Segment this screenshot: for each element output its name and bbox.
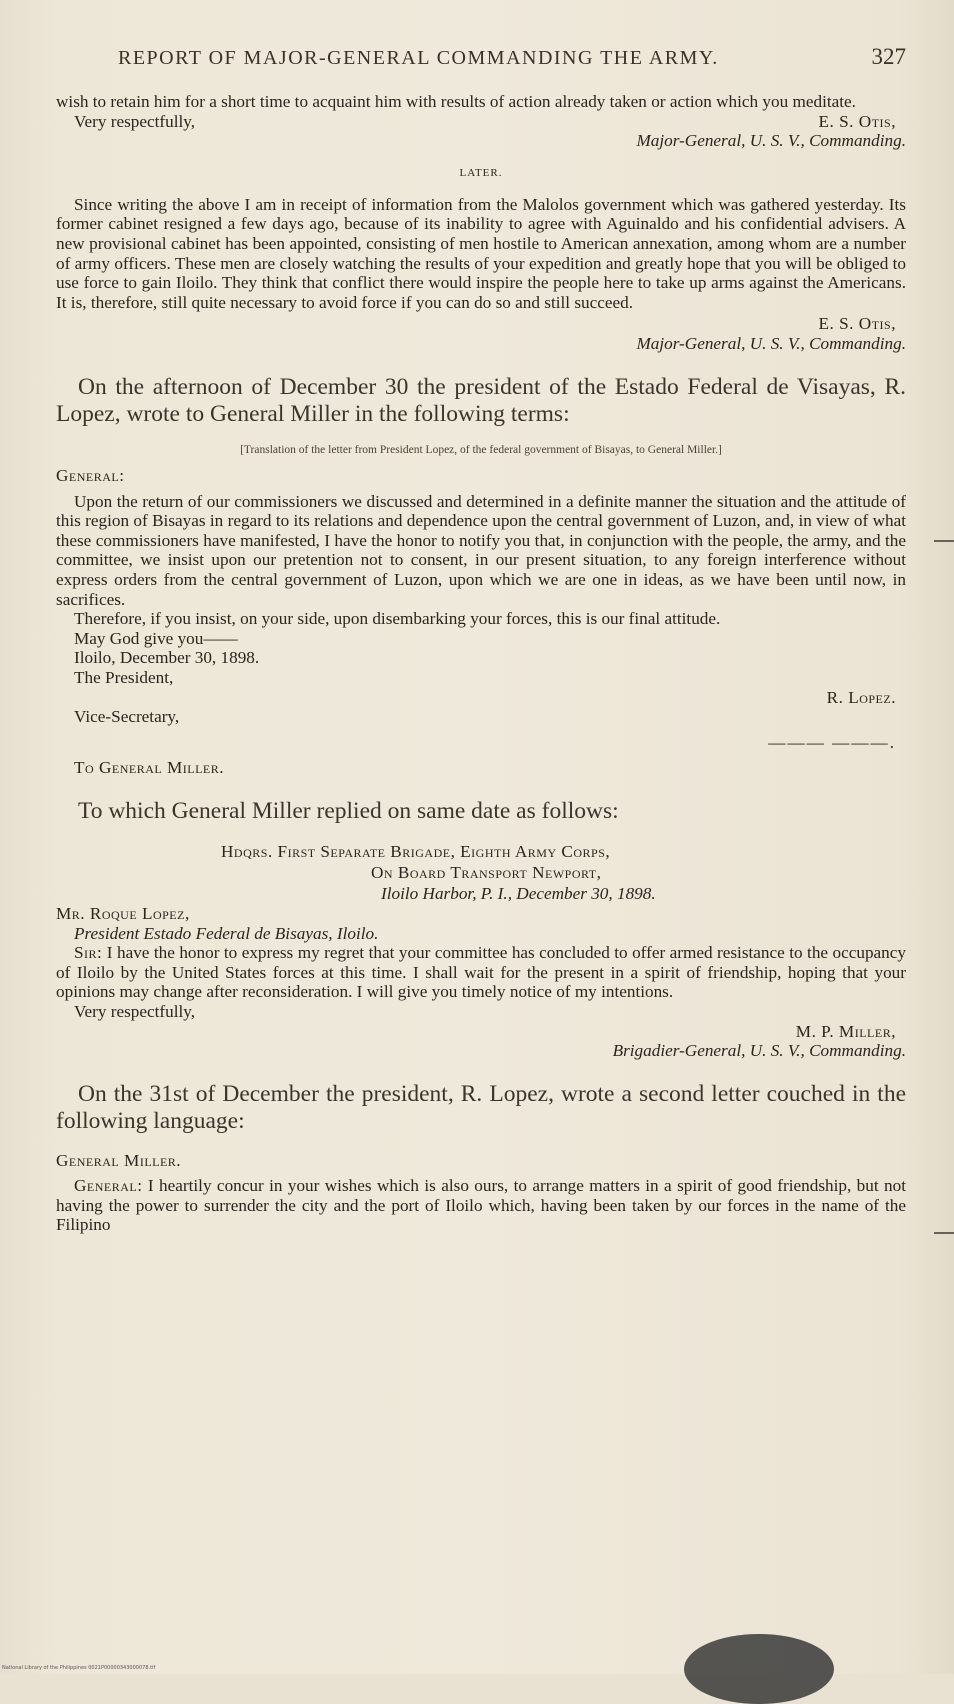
miller-salutation: Sir: xyxy=(74,943,103,963)
miller-body xyxy=(56,943,906,1002)
recipient-name: Mr. Roque Lopez, xyxy=(56,903,190,923)
later-section xyxy=(56,195,906,354)
narrative-paragraph-1: On the afternoon of December 30 the president of the Estado Federal de Visayas, R. Lopez, wrote to General Miller in the following terms: xyxy=(56,373,906,427)
lopez2-body xyxy=(56,1176,906,1235)
miller-letter-heading xyxy=(221,841,906,904)
lopez-letter-2 xyxy=(56,1151,906,1235)
later-text: Since writing the above I am in receipt of information from the Malolos government which was gathered yesterday. Its former cabinet resigned a few days ago, because of its inability to agree with Aguinaldo and his confidential advisers. A new provisional cabinet has been appointed, consisting of men hostile to American annexation, among whom are a number of army officers. These men are closely watching the results of your expedition and greatly hope that you will be obliged to use force to gain Iloilo. They think that conflict there would inspire the people here to take up arms against the Americans. It is, therefore, still quite necessary to avoid force if you can do so and still succeed. xyxy=(56,194,906,312)
lopez-salutation: General: xyxy=(56,466,125,486)
margin-mark xyxy=(934,1232,954,1234)
lopez-letter-1 xyxy=(56,466,906,778)
running-header xyxy=(118,44,906,70)
otis-closing: Very respectfully, xyxy=(74,111,196,131)
recipient-title: President Estado Federal de Bisayas, Iloilo. xyxy=(74,923,379,943)
lopez2-addressee: General Miller. xyxy=(56,1150,182,1170)
running-title: REPORT OF MAJOR-GENERAL COMMANDING THE ARMY. xyxy=(118,47,719,69)
lopez2-body-text: I heartily concur in your wishes which is also ours, to arrange matters in a spirit of good friendship, but not having the power to surrender the city and the port of Iloilo which, having been taken by our forces in the name of the Filipino xyxy=(56,1176,907,1235)
later-heading: LATER. xyxy=(459,166,503,179)
hq-line-2: On Board Transport Newport, xyxy=(371,862,602,882)
page-content xyxy=(56,44,906,1235)
lopez-para-2: Therefore, if you insist, on your side, upon disembarking your forces, this is our final attitude. xyxy=(74,609,721,629)
narrative-paragraph-2: To which General Miller replied on same date as follows: xyxy=(78,797,619,824)
hq-line-3: Iloilo Harbor, P. I., December 30, 1898. xyxy=(381,883,656,903)
otis-signature: E. S. Otis, xyxy=(818,111,896,131)
miller-letter xyxy=(56,841,906,1061)
later-signature: E. S. Otis, xyxy=(818,314,896,334)
miller-title: Brigadier-General, U. S. V., Commanding. xyxy=(612,1041,906,1061)
page-number: 327 xyxy=(871,44,906,69)
otis-letter-end xyxy=(56,92,906,151)
lopez-president-label: The President, xyxy=(74,667,174,687)
margin-mark xyxy=(934,540,954,542)
lopez-addressee: To General Miller. xyxy=(74,758,225,778)
lopez-signature: R. Lopez. xyxy=(826,687,896,707)
narrative-paragraph-3: On the 31st of December the president, R. Lopez, wrote a second letter couched in the following language: xyxy=(56,1080,906,1134)
hq-line-1: Hdqrs. First Separate Brigade, Eighth Army Corps, xyxy=(221,841,611,861)
lopez2-salutation: General: xyxy=(74,1176,143,1196)
vice-secretary-label: Vice-Secretary, xyxy=(74,707,180,727)
vice-secretary-signature: ——— ———. xyxy=(768,732,896,752)
lopez-para-1: Upon the return of our commissioners we discussed and determined in a definite manner the situation and the attitude of this region of Bisayas in regard to its relations and dependence upon the central government of Luzon, and, in view of what these commissioners have manifested, I have the honor to notify you that, in conjunction with the people, the army, and the committee, we insist upon our pretention not to consent, in our present situation, to any foreign interference without express orders from the central government of Luzon, upon which we are one in ideas, as we have been until now, in sacrifices. xyxy=(56,491,906,609)
scan-footer: National Library of the Philippines 0021P00000343000078.tif xyxy=(2,1665,156,1671)
scan-thumb-shadow xyxy=(684,1634,834,1704)
later-title: Major-General, U. S. V., Commanding. xyxy=(636,333,906,353)
lopez-place-date: Iloilo, December 30, 1898. xyxy=(74,648,260,668)
otis-title: Major-General, U. S. V., Commanding. xyxy=(636,131,906,151)
miller-body-text: I have the honor to express my regret that your committee has concluded to offer armed resistance to the occupancy of Iloilo by the United States forces at this time. I shall wait for the present in a spirit of friendship, hoping that your opinions may change after reconsideration. I will give you timely notice of my intentions. xyxy=(56,943,906,1002)
otis-letter-text: wish to retain him for a short time to acquaint him with results of action already taken or action which you meditate. xyxy=(56,92,856,111)
translation-note: [Translation of the letter from President Lopez, of the federal government of Bisayas, to General Miller.] xyxy=(240,443,722,456)
miller-closing: Very respectfully, xyxy=(74,1001,196,1021)
lopez-blessing: May God give you—— xyxy=(74,628,238,648)
miller-signature: M. P. Miller, xyxy=(795,1021,896,1041)
